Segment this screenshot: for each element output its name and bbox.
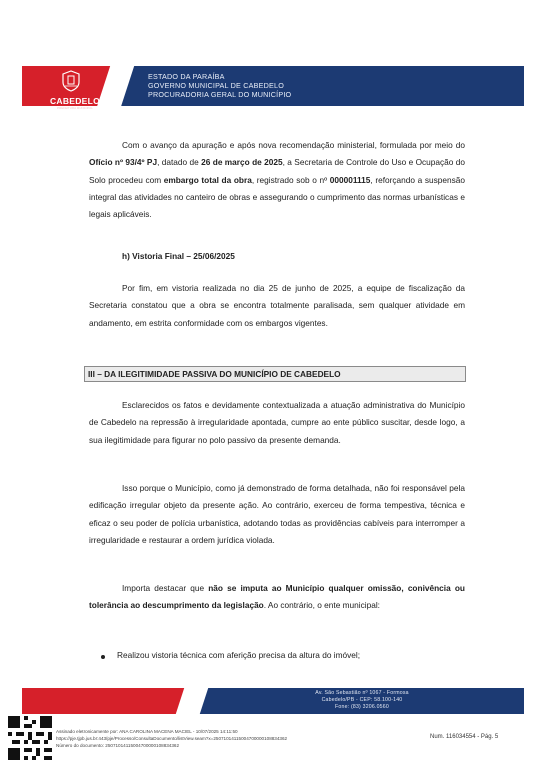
header-line-procuradoria: PROCURADORIA GERAL DO MUNICÍPIO — [148, 90, 292, 99]
header-line-government: GOVERNO MUNICIPAL DE CABEDELO — [148, 81, 284, 90]
footer-address-phone: Fone: (83) 3206.0560 — [335, 704, 389, 710]
footer-address-city: Cabedelo/PB - CEP: 58.100-140 — [321, 697, 403, 703]
bullet-marker — [101, 655, 105, 659]
page-number: Num. 116034554 - Pág. 5 — [430, 734, 499, 740]
paragraph-importa-destacar: Importa destacar que não se imputa ao Município qualquer omissão, conivência ou tolerância ao descumprimento da legislação. Ao contrário, o ente municipal: — [89, 583, 465, 611]
paragraph-esclarecidos: Esclarecidos os fatos e devidamente contextualizada a atuação administrativa do Município de Cabedelo na repressão à irregularidade apontada, cumpre ao ente público suscitar, desde logo, a sua ilegitimidade para figurar no polo passivo da presente demanda. — [89, 400, 465, 445]
logo-subtext: PREFEITURA MUNICIPAL — [57, 106, 93, 110]
qr-code-icon[interactable] — [8, 716, 52, 760]
paragraph-embargo: Com o avanço da apuração e após nova recomendação ministerial, formulada por meio do Ofício nº 93/4º PJ, datado de 26 de março de 2025, a Secretaria de Controle do Uso e Ocupação do Solo procedeu com embargo total da obra, registrado sob o nº 000001115, reforçando a suspensão integral das atividades no canteiro de obras e assegurando o cumprimento das normas urbanísticas e legais aplicáveis. — [89, 140, 466, 220]
subheading-vistoria-final: h) Vistoria Final – 25/06/2025 — [122, 251, 235, 261]
footer-address-street: Av. São Sebastião nº 1067 - Formosa — [315, 690, 409, 696]
document-url-link[interactable]: https://pje.tjpb.jus.br:443/pje/Processo/ConsultaDocumento/listView.seam?x=25071014115004700000108834362 — [56, 736, 288, 741]
paragraph-vistoria: Por fim, em vistoria realizada no dia 25 de junho de 2025, a equipe de fiscalização da Secretaria constatou que a obra se encontra totalmente paralisada, sem qualquer atividade em andamento, em estrita conformidade com os embargos vigentes. — [89, 283, 465, 328]
section-heading: III – DA ILEGITIMIDADE PASSIVA DO MUNICÍPIO DE CABEDELO — [88, 369, 341, 379]
city-crest-icon — [60, 70, 82, 92]
document-number: Número do documento: 25071014115004700000108834362 — [56, 743, 180, 748]
logo-wordmark: CABEDELO — [49, 96, 101, 106]
signature-line: Assinado eletronicamente por: ANA CAROLINA MACENA MACIEL - 10/07/2025 14:11:50 — [56, 729, 238, 734]
paragraph-isso-porque: Isso porque o Município, como já demonstrado de forma detalhada, não foi responsável pela edificação irregular objeto da presente ação. Ao contrário, exerceu de forma tempestiva, técnica e eficaz o seu poder de polícia urbanística, adotando todas as providências cabíveis para interromper a irregularidade e restaurar a ordem jurídica violada. — [89, 483, 465, 545]
footer-red-band — [22, 688, 188, 714]
header-line-state: ESTADO DA PARAÍBA — [148, 72, 225, 81]
bullet-item: Realizou vistoria técnica com aferição precisa da altura do imóvel; — [117, 650, 361, 660]
